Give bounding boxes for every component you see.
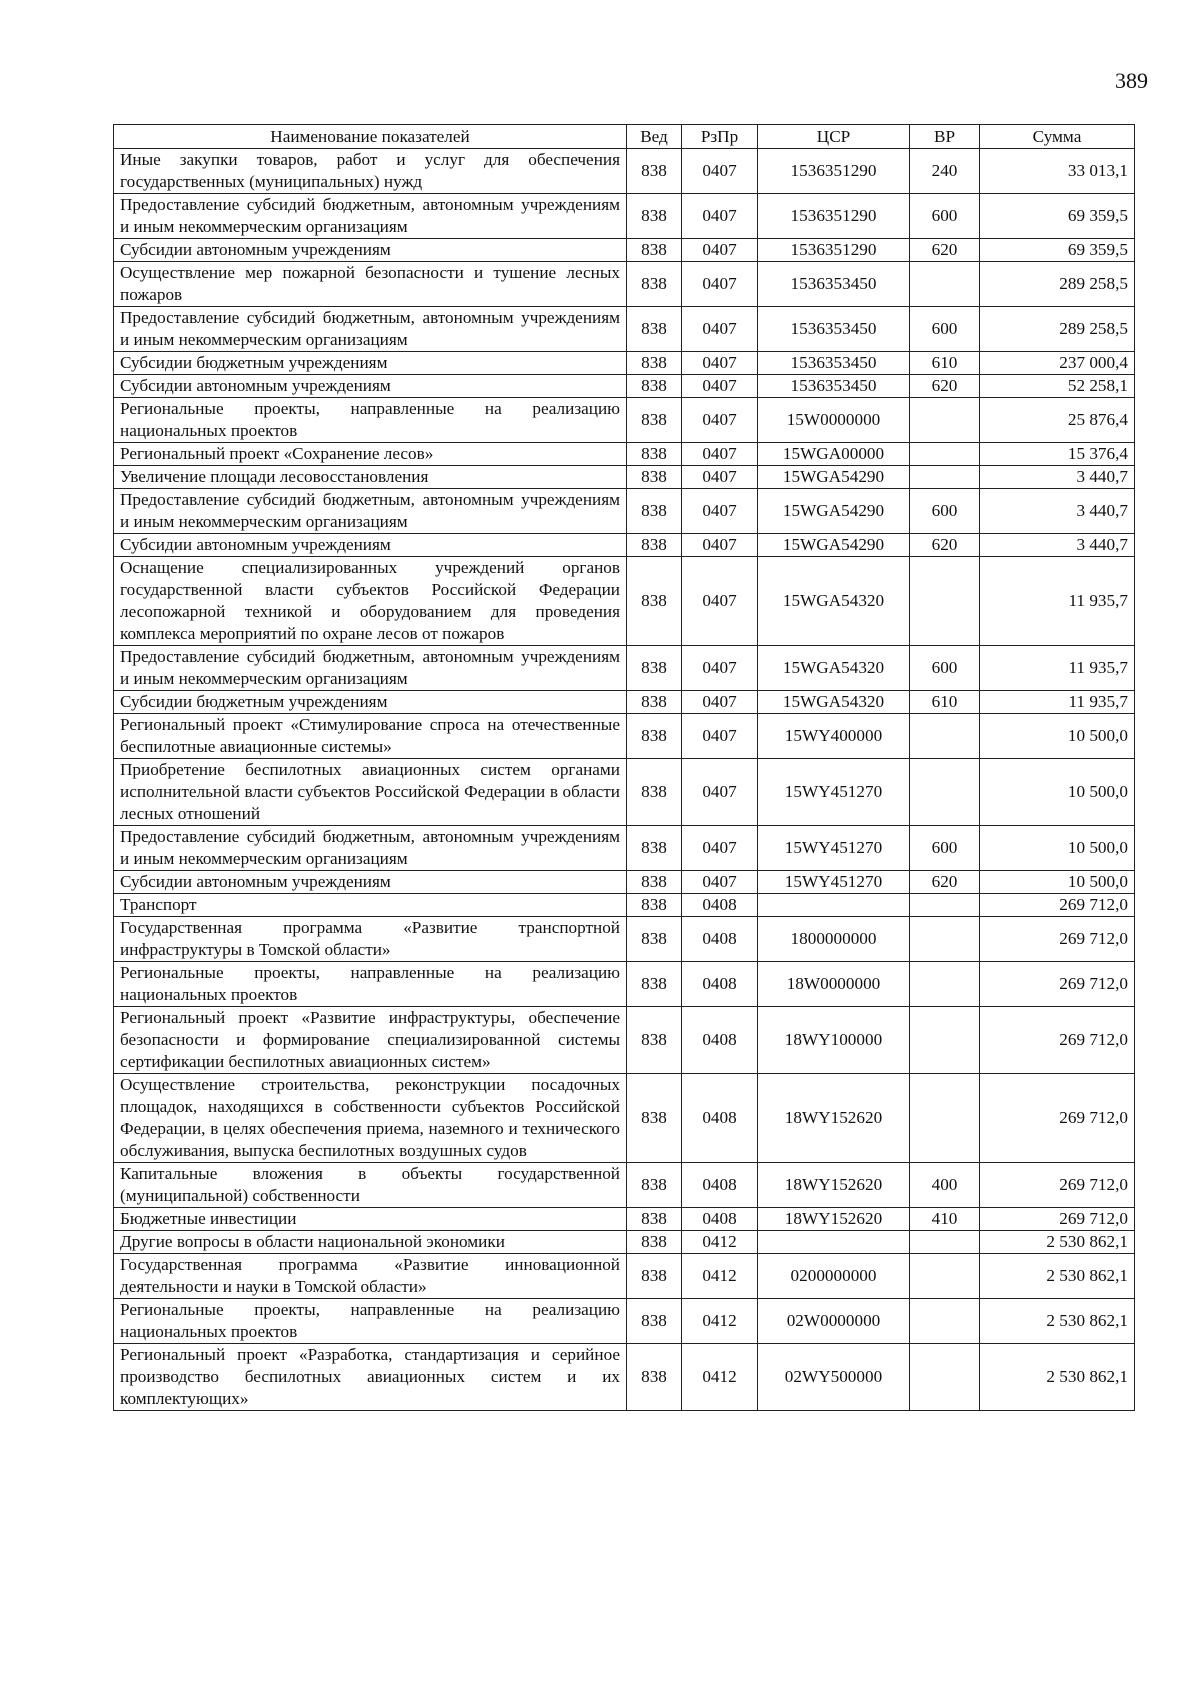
cell-ved: 838 xyxy=(627,1208,682,1231)
cell-name: Предоставление субсидий бюджетным, автономным учреждениям и иным некоммерческим организациям xyxy=(114,826,627,871)
cell-rzpr: 0407 xyxy=(682,691,758,714)
cell-ved: 838 xyxy=(627,759,682,826)
cell-name: Транспорт xyxy=(114,894,627,917)
cell-ved: 838 xyxy=(627,534,682,557)
cell-sum: 15 376,4 xyxy=(980,443,1135,466)
cell-rzpr: 0407 xyxy=(682,489,758,534)
table-row xyxy=(114,149,1135,194)
cell-vr xyxy=(910,1231,980,1254)
cell-name: Предоставление субсидий бюджетным, автономным учреждениям и иным некоммерческим организациям xyxy=(114,646,627,691)
cell-sum: 25 876,4 xyxy=(980,398,1135,443)
table-row xyxy=(114,534,1135,557)
cell-csr: 18WY152620 xyxy=(758,1074,910,1163)
cell-vr: 610 xyxy=(910,691,980,714)
cell-vr xyxy=(910,917,980,962)
cell-rzpr: 0407 xyxy=(682,239,758,262)
cell-name: Бюджетные инвестиции xyxy=(114,1208,627,1231)
cell-sum: 3 440,7 xyxy=(980,534,1135,557)
cell-ved: 838 xyxy=(627,398,682,443)
cell-csr: 15WGA54290 xyxy=(758,466,910,489)
cell-vr: 600 xyxy=(910,826,980,871)
cell-name: Другие вопросы в области национальной экономики xyxy=(114,1231,627,1254)
cell-csr: 15WGA00000 xyxy=(758,443,910,466)
cell-csr: 1536353450 xyxy=(758,352,910,375)
cell-rzpr: 0407 xyxy=(682,262,758,307)
cell-csr: 1536353450 xyxy=(758,262,910,307)
cell-sum: 69 359,5 xyxy=(980,239,1135,262)
cell-rzpr: 0412 xyxy=(682,1231,758,1254)
cell-name: Субсидии автономным учреждениям xyxy=(114,534,627,557)
cell-csr: 02WY500000 xyxy=(758,1344,910,1411)
cell-rzpr: 0407 xyxy=(682,759,758,826)
cell-rzpr: 0408 xyxy=(682,962,758,1007)
cell-name: Субсидии автономным учреждениям xyxy=(114,871,627,894)
cell-name: Осуществление строительства, реконструкции посадочных площадок, находящихся в собственности субъектов Российской Федерации, в целях обеспечения приема, наземного и технического обслуживания, выпуска беспилотных воздушных судов xyxy=(114,1074,627,1163)
cell-rzpr: 0407 xyxy=(682,826,758,871)
cell-vr: 620 xyxy=(910,871,980,894)
table-row xyxy=(114,398,1135,443)
cell-name: Предоставление субсидий бюджетным, автономным учреждениям и иным некоммерческим организациям xyxy=(114,307,627,352)
cell-ved: 838 xyxy=(627,194,682,239)
cell-rzpr: 0407 xyxy=(682,871,758,894)
cell-rzpr: 0408 xyxy=(682,1163,758,1208)
cell-sum: 11 935,7 xyxy=(980,646,1135,691)
table-row xyxy=(114,1208,1135,1231)
cell-ved: 838 xyxy=(627,443,682,466)
table-row xyxy=(114,1254,1135,1299)
cell-sum: 269 712,0 xyxy=(980,1163,1135,1208)
table-row xyxy=(114,194,1135,239)
cell-csr: 15WY451270 xyxy=(758,759,910,826)
cell-ved: 838 xyxy=(627,691,682,714)
cell-rzpr: 0412 xyxy=(682,1254,758,1299)
cell-csr: 18WY100000 xyxy=(758,1007,910,1074)
table-row xyxy=(114,1344,1135,1411)
cell-csr: 18W0000000 xyxy=(758,962,910,1007)
cell-ved: 838 xyxy=(627,917,682,962)
cell-csr: 15WGA54320 xyxy=(758,646,910,691)
cell-ved: 838 xyxy=(627,149,682,194)
cell-ved: 838 xyxy=(627,1163,682,1208)
cell-sum: 269 712,0 xyxy=(980,917,1135,962)
cell-vr: 240 xyxy=(910,149,980,194)
cell-ved: 838 xyxy=(627,894,682,917)
cell-csr: 15W0000000 xyxy=(758,398,910,443)
cell-vr: 600 xyxy=(910,194,980,239)
cell-csr: 15WGA54290 xyxy=(758,489,910,534)
cell-vr xyxy=(910,759,980,826)
table-row xyxy=(114,352,1135,375)
cell-rzpr: 0407 xyxy=(682,149,758,194)
cell-ved: 838 xyxy=(627,646,682,691)
cell-vr xyxy=(910,1344,980,1411)
cell-sum: 52 258,1 xyxy=(980,375,1135,398)
cell-csr: 15WY451270 xyxy=(758,826,910,871)
table-row xyxy=(114,962,1135,1007)
cell-sum: 10 500,0 xyxy=(980,871,1135,894)
cell-rzpr: 0407 xyxy=(682,194,758,239)
cell-sum: 11 935,7 xyxy=(980,691,1135,714)
table-row xyxy=(114,646,1135,691)
cell-csr xyxy=(758,1231,910,1254)
table-body xyxy=(114,149,1135,1411)
cell-name: Региональные проекты, направленные на реализацию национальных проектов xyxy=(114,962,627,1007)
cell-rzpr: 0407 xyxy=(682,375,758,398)
cell-csr: 15WY400000 xyxy=(758,714,910,759)
cell-name: Субсидии бюджетным учреждениям xyxy=(114,352,627,375)
cell-vr xyxy=(910,398,980,443)
cell-sum: 269 712,0 xyxy=(980,1208,1135,1231)
cell-name: Оснащение специализированных учреждений органов государственной власти субъектов Российской Федерации лесопожарной техникой и оборудованием для проведения комплекса мероприятий по охране лесов от пожаров xyxy=(114,557,627,646)
cell-rzpr: 0412 xyxy=(682,1344,758,1411)
cell-rzpr: 0407 xyxy=(682,557,758,646)
header-sum: Сумма xyxy=(980,125,1135,149)
cell-ved: 838 xyxy=(627,1299,682,1344)
cell-vr xyxy=(910,1007,980,1074)
table-row xyxy=(114,759,1135,826)
cell-ved: 838 xyxy=(627,1254,682,1299)
cell-ved: 838 xyxy=(627,714,682,759)
cell-name: Иные закупки товаров, работ и услуг для обеспечения государственных (муниципальных) нужд xyxy=(114,149,627,194)
cell-name: Региональный проект «Стимулирование спроса на отечественные беспилотные авиационные системы» xyxy=(114,714,627,759)
cell-name: Региональный проект «Развитие инфраструктуры, обеспечение безопасности и формирование специализированной системы сертификации беспилотных авиационных систем» xyxy=(114,1007,627,1074)
cell-csr: 15WGA54320 xyxy=(758,691,910,714)
table-row xyxy=(114,1163,1135,1208)
table-row xyxy=(114,1074,1135,1163)
cell-rzpr: 0408 xyxy=(682,917,758,962)
table-row xyxy=(114,1299,1135,1344)
cell-sum: 10 500,0 xyxy=(980,759,1135,826)
cell-rzpr: 0408 xyxy=(682,1208,758,1231)
cell-name: Увеличение площади лесовосстановления xyxy=(114,466,627,489)
cell-ved: 838 xyxy=(627,489,682,534)
cell-ved: 838 xyxy=(627,375,682,398)
cell-ved: 838 xyxy=(627,557,682,646)
cell-ved: 838 xyxy=(627,466,682,489)
cell-name: Осуществление мер пожарной безопасности и тушение лесных пожаров xyxy=(114,262,627,307)
cell-sum: 33 013,1 xyxy=(980,149,1135,194)
cell-vr: 620 xyxy=(910,375,980,398)
cell-name: Субсидии автономным учреждениям xyxy=(114,375,627,398)
cell-ved: 838 xyxy=(627,352,682,375)
cell-sum: 269 712,0 xyxy=(980,1074,1135,1163)
cell-csr: 1536351290 xyxy=(758,149,910,194)
cell-sum: 10 500,0 xyxy=(980,826,1135,871)
cell-csr: 02W0000000 xyxy=(758,1299,910,1344)
cell-csr: 0200000000 xyxy=(758,1254,910,1299)
cell-name: Предоставление субсидий бюджетным, автономным учреждениям и иным некоммерческим организациям xyxy=(114,489,627,534)
cell-csr: 1536351290 xyxy=(758,239,910,262)
table-row xyxy=(114,307,1135,352)
cell-csr: 1536351290 xyxy=(758,194,910,239)
table-row xyxy=(114,239,1135,262)
cell-rzpr: 0407 xyxy=(682,714,758,759)
cell-sum: 69 359,5 xyxy=(980,194,1135,239)
cell-vr xyxy=(910,962,980,1007)
cell-ved: 838 xyxy=(627,1231,682,1254)
cell-ved: 838 xyxy=(627,239,682,262)
cell-rzpr: 0407 xyxy=(682,307,758,352)
cell-csr: 15WGA54320 xyxy=(758,557,910,646)
cell-vr xyxy=(910,557,980,646)
cell-name: Государственная программа «Развитие транспортной инфраструктуры в Томской области» xyxy=(114,917,627,962)
cell-vr xyxy=(910,466,980,489)
table-row xyxy=(114,714,1135,759)
header-ved: Вед xyxy=(627,125,682,149)
cell-sum: 3 440,7 xyxy=(980,489,1135,534)
cell-name: Приобретение беспилотных авиационных систем органами исполнительной власти субъектов Российской Федерации в области лесных отношений xyxy=(114,759,627,826)
cell-vr: 620 xyxy=(910,534,980,557)
cell-rzpr: 0407 xyxy=(682,443,758,466)
budget-table xyxy=(113,124,1135,1411)
table-row xyxy=(114,1231,1135,1254)
cell-ved: 838 xyxy=(627,307,682,352)
cell-name: Региональный проект «Разработка, стандартизация и серийное производство беспилотных авиационных систем и их комплектующих» xyxy=(114,1344,627,1411)
cell-rzpr: 0408 xyxy=(682,894,758,917)
cell-sum: 269 712,0 xyxy=(980,962,1135,1007)
header-vr: ВР xyxy=(910,125,980,149)
cell-rzpr: 0407 xyxy=(682,466,758,489)
cell-vr xyxy=(910,1254,980,1299)
cell-vr xyxy=(910,1074,980,1163)
cell-ved: 838 xyxy=(627,871,682,894)
cell-vr xyxy=(910,894,980,917)
cell-sum: 237 000,4 xyxy=(980,352,1135,375)
cell-vr: 600 xyxy=(910,489,980,534)
cell-sum: 10 500,0 xyxy=(980,714,1135,759)
table-row xyxy=(114,917,1135,962)
table-row xyxy=(114,1007,1135,1074)
header-name: Наименование показателей xyxy=(114,125,627,149)
cell-sum: 269 712,0 xyxy=(980,894,1135,917)
table-row xyxy=(114,443,1135,466)
cell-vr: 600 xyxy=(910,646,980,691)
cell-ved: 838 xyxy=(627,1344,682,1411)
cell-name: Капитальные вложения в объекты государственной (муниципальной) собственности xyxy=(114,1163,627,1208)
cell-sum: 2 530 862,1 xyxy=(980,1344,1135,1411)
cell-vr: 410 xyxy=(910,1208,980,1231)
cell-csr xyxy=(758,894,910,917)
cell-name: Региональные проекты, направленные на реализацию национальных проектов xyxy=(114,1299,627,1344)
table-row xyxy=(114,262,1135,307)
cell-sum: 289 258,5 xyxy=(980,307,1135,352)
cell-vr xyxy=(910,1299,980,1344)
cell-name: Субсидии автономным учреждениям xyxy=(114,239,627,262)
cell-sum: 11 935,7 xyxy=(980,557,1135,646)
table-row xyxy=(114,826,1135,871)
cell-ved: 838 xyxy=(627,826,682,871)
table-row xyxy=(114,691,1135,714)
table-header-row xyxy=(114,125,1135,149)
cell-vr: 600 xyxy=(910,307,980,352)
table-row xyxy=(114,466,1135,489)
cell-rzpr: 0407 xyxy=(682,352,758,375)
cell-csr: 18WY152620 xyxy=(758,1208,910,1231)
cell-ved: 838 xyxy=(627,1074,682,1163)
page-number: 389 xyxy=(1115,68,1148,93)
table-row xyxy=(114,871,1135,894)
cell-rzpr: 0407 xyxy=(682,398,758,443)
cell-ved: 838 xyxy=(627,1007,682,1074)
cell-vr: 400 xyxy=(910,1163,980,1208)
cell-vr: 620 xyxy=(910,239,980,262)
cell-sum: 2 530 862,1 xyxy=(980,1231,1135,1254)
cell-sum: 2 530 862,1 xyxy=(980,1254,1135,1299)
cell-csr: 1536353450 xyxy=(758,375,910,398)
cell-name: Субсидии бюджетным учреждениям xyxy=(114,691,627,714)
cell-sum: 3 440,7 xyxy=(980,466,1135,489)
cell-sum: 289 258,5 xyxy=(980,262,1135,307)
cell-vr: 610 xyxy=(910,352,980,375)
table-row xyxy=(114,489,1135,534)
cell-name: Государственная программа «Развитие инновационной деятельности и науки в Томской области» xyxy=(114,1254,627,1299)
cell-csr: 1800000000 xyxy=(758,917,910,962)
cell-csr: 15WGA54290 xyxy=(758,534,910,557)
cell-rzpr: 0408 xyxy=(682,1007,758,1074)
table-row xyxy=(114,557,1135,646)
table-row xyxy=(114,894,1135,917)
table-row xyxy=(114,375,1135,398)
cell-csr: 1536353450 xyxy=(758,307,910,352)
header-csr: ЦСР xyxy=(758,125,910,149)
cell-rzpr: 0408 xyxy=(682,1074,758,1163)
cell-name: Региональный проект «Сохранение лесов» xyxy=(114,443,627,466)
cell-name: Региональные проекты, направленные на реализацию национальных проектов xyxy=(114,398,627,443)
cell-sum: 269 712,0 xyxy=(980,1007,1135,1074)
cell-vr xyxy=(910,443,980,466)
cell-vr xyxy=(910,262,980,307)
cell-ved: 838 xyxy=(627,262,682,307)
cell-csr: 18WY152620 xyxy=(758,1163,910,1208)
cell-rzpr: 0412 xyxy=(682,1299,758,1344)
cell-ved: 838 xyxy=(627,962,682,1007)
cell-sum: 2 530 862,1 xyxy=(980,1299,1135,1344)
cell-name: Предоставление субсидий бюджетным, автономным учреждениям и иным некоммерческим организациям xyxy=(114,194,627,239)
cell-vr xyxy=(910,714,980,759)
cell-csr: 15WY451270 xyxy=(758,871,910,894)
cell-rzpr: 0407 xyxy=(682,646,758,691)
cell-rzpr: 0407 xyxy=(682,534,758,557)
header-rzpr: РзПр xyxy=(682,125,758,149)
